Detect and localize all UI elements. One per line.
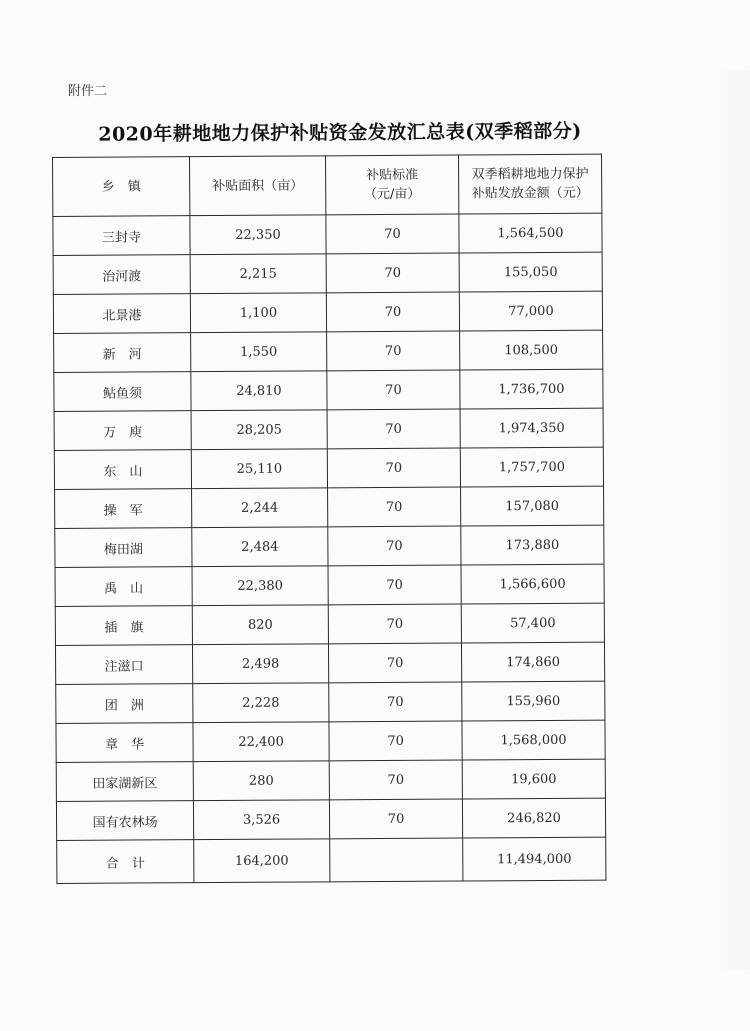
cell-amount: 1,974,350 xyxy=(460,408,603,448)
cell-township: 章 华 xyxy=(56,723,193,763)
table-row xyxy=(55,525,604,567)
cell-amount: 155,050 xyxy=(459,252,602,292)
cell-area: 25,110 xyxy=(191,449,327,489)
cell-amount: 174,860 xyxy=(461,642,604,682)
cell-township: 团 洲 xyxy=(56,684,193,724)
cell-standard: 70 xyxy=(329,682,462,722)
cell-amount: 1,757,700 xyxy=(460,447,603,487)
cell-township: 插 旗 xyxy=(55,606,192,646)
cell-standard: 70 xyxy=(326,214,459,254)
cell-amount: 1,736,700 xyxy=(460,369,603,409)
header-standard-line1: 补贴标准 xyxy=(366,167,419,184)
cell-township: 禹 山 xyxy=(55,567,192,607)
table-row xyxy=(56,798,605,840)
cell-township: 新 河 xyxy=(54,333,191,373)
table-row xyxy=(54,447,603,489)
cell-standard: 70 xyxy=(329,760,462,800)
cell-township: 治河渡 xyxy=(53,255,190,295)
total-row xyxy=(57,837,606,883)
total-amount: 11,494,000 xyxy=(463,837,606,881)
table-row xyxy=(53,252,602,294)
total-standard xyxy=(330,838,463,882)
cell-area: 28,205 xyxy=(191,410,327,450)
cell-standard: 70 xyxy=(328,487,461,527)
cell-township: 鲇鱼须 xyxy=(54,372,191,412)
cell-area: 2,498 xyxy=(192,644,328,684)
document-title: 2020年耕地地力保护补贴资金发放汇总表(双季稻部分) xyxy=(98,120,582,146)
cell-amount: 157,080 xyxy=(461,486,604,526)
cell-standard: 70 xyxy=(329,799,462,839)
header-standard-line2: （元/亩） xyxy=(363,186,421,203)
cell-standard: 70 xyxy=(329,721,462,761)
cell-standard: 70 xyxy=(327,448,460,488)
header-amount-line1: 双季稻耕地地力保护 xyxy=(471,166,589,183)
table-row xyxy=(53,213,602,255)
subsidy-table-container xyxy=(52,154,605,884)
cell-area: 280 xyxy=(193,761,329,801)
cell-township: 东 山 xyxy=(54,450,191,490)
header-amount xyxy=(458,154,601,214)
cell-area: 1,100 xyxy=(190,293,326,333)
cell-township: 注滋口 xyxy=(55,645,192,685)
cell-amount: 1,568,000 xyxy=(462,720,605,760)
table-row xyxy=(54,408,603,450)
cell-township: 田家湖新区 xyxy=(56,762,193,802)
cell-area: 2,228 xyxy=(193,683,329,723)
cell-amount: 57,400 xyxy=(461,603,604,643)
cell-area: 820 xyxy=(192,605,328,645)
cell-amount: 173,880 xyxy=(461,525,604,565)
cell-area: 2,484 xyxy=(192,527,328,567)
cell-standard: 70 xyxy=(328,526,461,566)
total-area: 164,200 xyxy=(194,839,330,883)
cell-standard: 70 xyxy=(328,604,461,644)
cell-standard: 70 xyxy=(328,565,461,605)
cell-area: 1,550 xyxy=(191,332,327,372)
cell-amount: 19,600 xyxy=(462,759,605,799)
table-row xyxy=(53,291,602,333)
cell-area: 24,810 xyxy=(191,371,327,411)
cell-area: 22,380 xyxy=(192,566,328,606)
table-row xyxy=(55,564,604,606)
table-row xyxy=(56,681,605,723)
cell-area: 3,526 xyxy=(193,800,329,840)
table-row xyxy=(54,330,603,372)
cell-amount: 246,820 xyxy=(462,798,605,838)
cell-standard: 70 xyxy=(327,370,460,410)
cell-amount: 77,000 xyxy=(459,291,602,331)
table-body xyxy=(53,213,606,883)
cell-area: 22,400 xyxy=(193,722,329,762)
subsidy-summary-table xyxy=(52,154,606,884)
attachment-label: 附件二 xyxy=(68,84,108,99)
cell-township: 万 庾 xyxy=(54,411,191,451)
cell-amount: 108,500 xyxy=(460,330,603,370)
table-row xyxy=(56,720,605,762)
cell-amount: 155,960 xyxy=(462,681,605,721)
cell-amount: 1,564,500 xyxy=(459,213,602,253)
header-standard xyxy=(325,155,458,215)
header-row xyxy=(53,154,602,216)
header-township: 乡 镇 xyxy=(53,157,190,217)
cell-area: 22,350 xyxy=(190,215,326,255)
total-label: 合 计 xyxy=(57,840,194,884)
table-row xyxy=(55,642,604,684)
header-amount-line2: 补贴发放金额（元） xyxy=(471,185,589,202)
cell-standard: 70 xyxy=(327,409,460,449)
cell-township: 三封寺 xyxy=(53,216,190,256)
table-row xyxy=(55,603,604,645)
cell-township: 国有农林场 xyxy=(56,801,193,841)
table-row xyxy=(56,759,605,801)
cell-area: 2,215 xyxy=(190,254,326,294)
cell-township: 北景港 xyxy=(53,294,190,334)
table-header xyxy=(53,154,602,216)
cell-township: 操 军 xyxy=(55,489,192,529)
cell-area: 2,244 xyxy=(192,488,328,528)
cell-amount: 1,566,600 xyxy=(461,564,604,604)
table-row xyxy=(54,369,603,411)
cell-township: 梅田湖 xyxy=(55,528,192,568)
scan-edge-shadow xyxy=(710,70,750,970)
cell-standard: 70 xyxy=(326,253,459,293)
table-row xyxy=(55,486,604,528)
cell-standard: 70 xyxy=(327,331,460,371)
cell-standard: 70 xyxy=(326,292,459,332)
header-area: 补贴面积（亩） xyxy=(190,156,326,216)
cell-standard: 70 xyxy=(328,643,461,683)
